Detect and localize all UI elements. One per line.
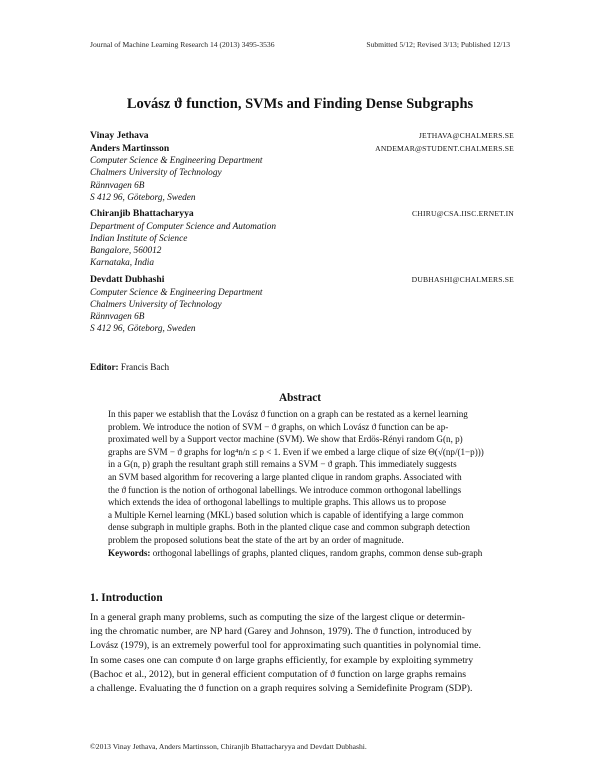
author-email: JETHAVA@CHALMERS.SE bbox=[418, 131, 514, 140]
affiliation-line: Computer Science & Engineering Department bbox=[90, 156, 263, 166]
affiliation-line: Chalmers University of Technology bbox=[90, 168, 222, 179]
author-name: Devdatt Dubhashi bbox=[90, 274, 165, 285]
intro-line: a challenge. Evaluating the ϑ function on a graph requires solving a Semidefinite Program (SDP). bbox=[90, 683, 473, 695]
author-block-1 bbox=[90, 130, 514, 204]
abstract-line: problem. We introduce the notion of SVM − ϑ graphs, on which Lovász ϑ function can be ap- bbox=[108, 421, 449, 432]
author-email: ANDEMAR@STUDENT.CHALMERS.SE bbox=[375, 143, 514, 153]
affiliation bbox=[90, 221, 514, 270]
keywords bbox=[108, 547, 496, 560]
affiliation-line: S 412 96, Göteborg, Sweden bbox=[90, 192, 196, 203]
abstract-line: an SVM based algorithm for recovering a large planted clique in random graphs. Associated with bbox=[108, 471, 462, 482]
intro-line: In a general graph many problems, such as computing the size of the largest clique or determin- bbox=[90, 612, 465, 623]
submission-info: Submitted 5/12; Revised 3/13; Published 12/13 bbox=[366, 40, 510, 49]
author-row bbox=[90, 130, 514, 143]
author-row bbox=[90, 274, 514, 287]
intro-line: ing the chromatic number, are NP hard (Garey and Johnson, 1979). The ϑ function, introduced by bbox=[90, 626, 472, 638]
abstract-line: proximated well by a Support vector machine (SVM). We show that Erdös-Rényi random G(n, p) bbox=[108, 434, 463, 445]
affiliation-line: Karnataka, India bbox=[90, 258, 155, 269]
author-name: Anders Martinsson bbox=[90, 142, 170, 154]
keywords-label: Keywords: bbox=[108, 547, 151, 558]
affiliation-line: Department of Computer Science and Automation bbox=[90, 221, 276, 232]
abstract-line: problem the proposed solutions beat the state of the art by an order of magnitude. bbox=[108, 534, 404, 545]
affiliation-line: Computer Science & Engineering Department bbox=[90, 287, 263, 298]
abstract-line: dense subgraph in multiple graphs. Both in the planted clique case and common subgraph detection bbox=[108, 522, 470, 533]
author-email: DUBHASHI@CHALMERS.SE bbox=[411, 275, 514, 284]
abstract-line: In this paper we establish that the Lovász ϑ function on a graph can be restated as a kernel learning bbox=[108, 409, 468, 419]
affiliation-line: Chalmers University of Technology bbox=[90, 299, 222, 310]
intro-line: Lovász (1979), is an extremely powerful tool for approximating such quantities in polynomial time. bbox=[90, 640, 481, 652]
abstract-line: graphs are SVM − ϑ graphs for log⁴n/n ≤ p < 1. Even if we embed a large clique of size Θ(√(np/(1−p))) bbox=[108, 446, 484, 457]
abstract-line: the ϑ function is the notion of orthogonal labellings. We introduce common orthogonal labellings bbox=[108, 484, 462, 495]
abstract-line: which extends the idea of orthogonal labellings to multiple graphs. This allows us to propose bbox=[108, 497, 447, 508]
journal-header: Journal of Machine Learning Research 14 (2013) 3495-3536 bbox=[90, 40, 275, 49]
abstract-body bbox=[108, 408, 496, 559]
affiliation bbox=[90, 155, 514, 204]
author-email: CHIRU@CSA.IISC.ERNET.IN bbox=[412, 209, 514, 218]
abstract-line: in a G(n, p) graph the resultant graph still remains a SVM − ϑ graph. This immediately suggests bbox=[108, 459, 457, 470]
author-row bbox=[90, 143, 514, 156]
affiliation bbox=[90, 287, 514, 336]
affiliation-line: Indian Institute of Science bbox=[90, 233, 188, 244]
intro-line: In some cases one can compute ϑ on large graphs efficiently, for example by exploiting symmetry bbox=[90, 654, 474, 666]
editor-line bbox=[90, 362, 169, 372]
intro-line: (Bachoc et al., 2012), but in general efficient computation of ϑ function on large graphs remains bbox=[90, 668, 467, 680]
abstract-heading: Abstract bbox=[278, 392, 322, 404]
affiliation-line: Bangalore, 560012 bbox=[90, 246, 162, 257]
author-block-2 bbox=[90, 208, 514, 270]
author-name: Chiranjib Bhattacharyya bbox=[90, 208, 194, 219]
affiliation-line: Rännvagen 6B bbox=[90, 180, 145, 191]
author-block-3 bbox=[90, 274, 514, 336]
affiliation-line: S 412 96, Göteborg, Sweden bbox=[90, 324, 196, 335]
author-row bbox=[90, 208, 514, 221]
keywords-text: orthogonal labellings of graphs, planted cliques, random graphs, common dense sub-graph bbox=[152, 547, 483, 558]
affiliation-line: Rännvagen 6B bbox=[90, 312, 145, 323]
copyright-footer: ©2013 Vinay Jethava, Anders Martinsson, Chiranjib Bhattacharyya and Devdatt Dubhashi. bbox=[90, 742, 367, 751]
paper-title: Lovász ϑ function, SVMs and Finding Dense Subgraphs bbox=[126, 96, 474, 112]
editor-label: Editor: bbox=[90, 362, 119, 372]
intro-body bbox=[90, 611, 514, 696]
abstract-line: a Multiple Kernel learning (MKL) based solution which is capable of identifying a large common bbox=[108, 509, 464, 520]
editor-name: Francis Bach bbox=[120, 362, 170, 372]
author-name: Vinay Jethava bbox=[90, 130, 149, 141]
section-heading: 1. Introduction bbox=[90, 592, 163, 604]
